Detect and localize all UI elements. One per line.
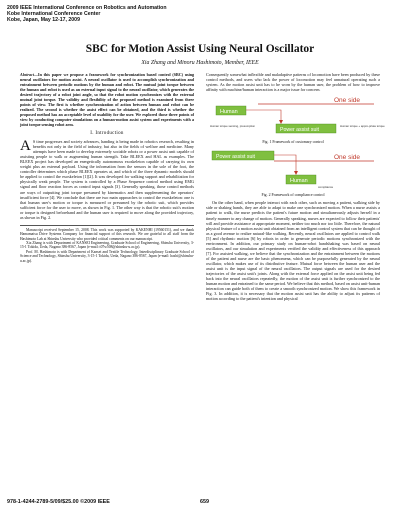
fig2-human-label: Human [290, 178, 308, 185]
figure-1-caption: Fig. 1 Framework of customary control [262, 140, 324, 145]
figure-2-diagram [206, 147, 380, 191]
introduction-text: S time progresses and society advances, handing is being made in robotics research, resulting in benefits not only in the field of industry, but also in the fields of welfare and medicine. Many attempts have been made to develop extremely sociable robots or a power assist unit capable of assisting people to walk or augmenting human strength. Take BLEEX and HAL as examples. The BLEEX project has developed an energetically autonomous exoskeleton capable of carrying its own weight plus an external payload. Using the information from the sensors in the sole of the foot, the controller determines which phase BLEEX operates at, and which of the three dynamic models should be applied to control the exoskeleton [1][2]. It was developed for walking support and rehabilitation for physically weak people. The system is controlled by a Phase Sequence control method using EMG signal and floor reaction forces as control input signals [3]. Generally speaking, those control methods are ways of outputting joint torque presumed by kinematics and then supplementing the operators' insufficient force [4]. We conclude that there are two main approaches to control the exoskeleton: one is that human user's motion or torque is measured or presumed by the robotic suit, which provides sufficient force for the user to move, as shown in Fig. 1. The other way is that the robotic suit's motion or torque is designed beforehand and the human user is required to move along the provided trajectory, as shown in Fig. 2. [20, 139, 194, 220]
left-column [20, 72, 194, 263]
abstract-text: —In this paper we propose a framework for synchronization based control (SBC) using neural oscillators for motion assist. A neural oscillator is used to accomplish synchronization and entrainment between periodic motions by the human and robot. The mutual joint torque between the human and robot is used as an external input signal to the neural oscillator, which generates the desired trajectory of a robot joint angle, so that the robot motion synchronizes with the external mutual joint torque. The validity and flexibility of the proposed method is examined from three points of view. The first is whether synchronization of action between human and robot can be realized. The second is whether the assist effect can be obtained, and the third is whether the proposed method has an acceptable level of usability for the user. We explored those three points of view by conducting computer simulations on a human-motion assist system and experiments with a joint torque sensing robot arm. [20, 72, 194, 127]
abstract-label: Abstract [20, 72, 34, 77]
figure-1 [206, 94, 385, 145]
conference-line-3: Kobe, Japan, May 12-17, 2009 [7, 17, 80, 24]
fig1-human-label: Human [220, 109, 238, 116]
fig2-power-assist-label: Power assist suit [216, 154, 255, 161]
paper-title: SBC for Motion Assist Using Neural Oscillator [85, 43, 315, 55]
drop-cap: A [20, 138, 31, 155]
fig1-arrow-down [246, 110, 281, 122]
fig1-left-label: Human torque sensing, presumption [210, 124, 256, 129]
footnote-author-1: Xia Zhang is with Department of KANSEI Engineering, Graduate School of Engineering, Shinshu University, 3-15-1 Tokida, Ueda, Nagano 386-8567, Japan (e-mail: t07w508@shinshu-u.ac.jp). [20, 241, 194, 250]
conference-header [7, 5, 167, 24]
footer-isbn: 978-1-4244-2789-5/09/$25.00 ©2009 IEEE [7, 499, 110, 505]
figure-2-caption: Fig. 2 Framework of compliance control [261, 193, 325, 198]
right-paragraph-2: On the other hand, when people interact with each other, such as moving a patient, walking side by side or shaking hands, they are able to adapt to make one synchronized motion. When a nurse assists a patient to walk, the nurse predicts the patient's future motion and simultaneously adjusts herself in a timely manner to any change of motion. Generally speaking, nurses are expected to follow their patients' will and provide assistance at appropriate moment, neither too much nor too little. Therefore, the natural physical feature of a motion assist unit obtained from an intelligent control system that can be thought of as a good avenue to realize natural-like walking. Recently, neural oscillators are applied to control walk [5] and rhythmic motion [6] by robots in order to generate periodic motions synchronized with the environment. In addition, our primary study on human-robot handshaking was based on neural oscillators, and our simulation and experiments verified the validity and effectiveness of this approach [7]. For assisted walking, we believe that the synchronization and the entrainment between the motions of the patient and nurse are the basic phenomena, which can be purposefully generated by the neural oscillator, which makes use of its distributive feature. Mutual force between the human user and the assist unit is the input signal of the neural oscillators. The output signals are used for the desired trajectories of the assist unit's joints. Along with the external force applied on the assist unit being fed back into the neural oscillators repeatedly, the motion of the assist unit is further synchronized to the human motion and entrained to the same period. We believe that this method, based on assist unit-human interaction can guide both of them to create a smooth synchronized motion. We show this framework in Fig. 3. In addition, it is necessary that the motion assist unit has the ability to adjust its patterns of motion according to the patient's intention and physical [206, 200, 380, 302]
fig2-arrowhead [294, 171, 298, 175]
footnote-author-2: Prof. M. Hashimoto is with Department of Kansei and Textile Technology, Interdisciplinary Graduate School of Science and Technology, Shinshu University, 3-15-1 Tokida, Ueda, Nagano 386-8567, Japan (e-mail: hashi@shinshu-u.ac.jp). [20, 249, 194, 263]
page-number: 659 [200, 499, 209, 505]
fig1-right-label: Human torque + appro-priate torque [340, 124, 385, 129]
fig1-one-side-label: One side [334, 97, 361, 105]
right-column [206, 72, 385, 302]
fig2-arrow-down [274, 155, 296, 173]
conference-line-2: Kobe International Conference Center [7, 11, 101, 18]
footnote-manuscript: Manuscript received September 15, 2008. This work was supported by KAKENHI (19560151), and we thank Hamamatsu Drive Systems Company for financial support of this research. We are grateful to all staff from the Hashimoto Lab at Shinshu University who provided critical comments on our manuscript. [20, 227, 194, 241]
fig1-arrowhead [279, 120, 283, 124]
fig1-power-assist-label: Power assist suit [280, 127, 319, 134]
fig2-one-side-label: One side [334, 154, 361, 162]
footnote [20, 225, 194, 263]
section-heading-introduction: I. Introduction [90, 131, 124, 136]
figure-1-diagram [206, 94, 385, 138]
introduction-paragraph [20, 139, 194, 220]
conference-line-1: 2009 IEEE International Conference on Robotics and Automation [7, 5, 167, 11]
fig2-compliance-label: compliance [318, 185, 334, 190]
abstract [20, 72, 194, 127]
right-paragraph-1: Consequently somewhat inflexible and maladaptive patterns of locomotion have been produced by these control methods, and users who lack the power of locomotion may feel unnatural operating such a system. As the motion assist unit has to be worn by the human user, the problem of how to improve affinity with machine/human interaction is a major issue for concern. [206, 72, 380, 93]
figure-2 [206, 147, 380, 198]
paper-authors: Xia Zhang and Minoru Hashimoto, Member, IEEE [141, 60, 259, 66]
